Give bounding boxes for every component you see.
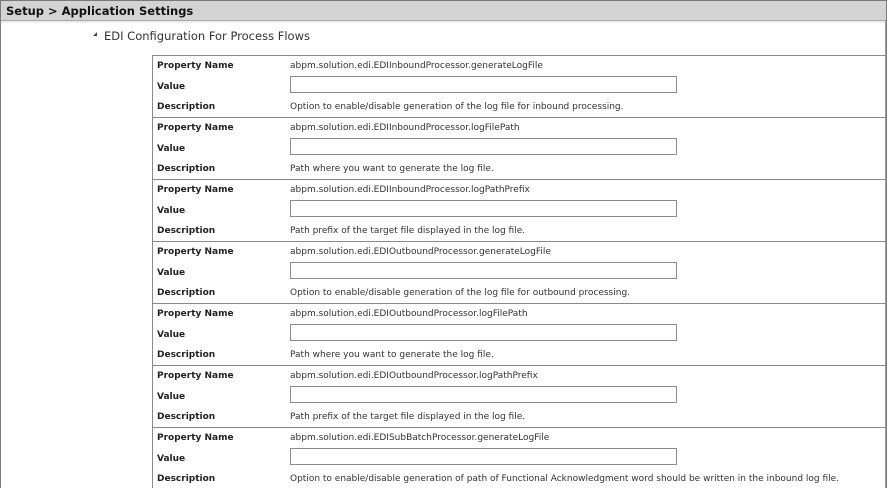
property-block — [153, 303, 886, 365]
property-table — [152, 55, 887, 488]
description-text: Option to enable/disable generation of the log file for inbound processing. — [290, 102, 624, 112]
value-label: Value — [157, 330, 186, 340]
breadcrumb: Setup > Application Settings — [6, 4, 194, 18]
description-text: Option to enable/disable generation of the log file for outbound processing. — [290, 288, 631, 298]
settings-content — [1, 21, 886, 488]
property-name-label: Property Name — [157, 123, 234, 133]
value-label: Value — [157, 82, 186, 92]
property-name-label: Property Name — [157, 309, 234, 319]
property-name-value: abpm.solution.edi.EDIOutboundProcessor.generateLogFile — [290, 247, 551, 257]
property-name-value: abpm.solution.edi.EDISubBatchProcessor.generateLogFile — [290, 433, 550, 443]
description-label: Description — [157, 226, 216, 236]
value-label: Value — [157, 454, 186, 464]
description-label: Description — [157, 474, 216, 484]
value-input[interactable] — [290, 262, 677, 279]
property-name-value: abpm.solution.edi.EDIInboundProcessor.logFilePath — [290, 123, 520, 133]
description-label: Description — [157, 288, 216, 298]
property-name-value: abpm.solution.edi.EDIOutboundProcessor.logPathPrefix — [290, 371, 538, 381]
value-input[interactable] — [290, 386, 677, 403]
value-label: Value — [157, 206, 186, 216]
collapse-triangle-icon[interactable] — [93, 32, 97, 36]
value-label: Value — [157, 392, 186, 402]
description-label: Description — [157, 412, 216, 422]
property-block — [153, 55, 886, 117]
page-header — [1, 1, 886, 21]
property-block — [153, 365, 886, 427]
property-name-label: Property Name — [157, 371, 234, 381]
property-name-label: Property Name — [157, 433, 234, 443]
description-text: Path prefix of the target file displayed in the log file. — [290, 412, 526, 422]
value-label: Value — [157, 268, 186, 278]
property-name-label: Property Name — [157, 61, 234, 71]
section-divider — [1, 21, 885, 23]
description-label: Description — [157, 350, 216, 360]
property-block — [153, 117, 886, 179]
property-name-label: Property Name — [157, 185, 234, 195]
value-input[interactable] — [290, 448, 677, 465]
value-label: Value — [157, 144, 186, 154]
description-label: Description — [157, 164, 216, 174]
property-name-value: abpm.solution.edi.EDIInboundProcessor.logPathPrefix — [290, 185, 530, 195]
property-name-value: abpm.solution.edi.EDIInboundProcessor.generateLogFile — [290, 61, 543, 71]
value-input[interactable] — [290, 200, 677, 217]
value-input[interactable] — [290, 76, 677, 93]
property-block — [153, 427, 886, 488]
property-block — [153, 179, 886, 241]
value-input[interactable] — [290, 324, 677, 341]
description-text: Path where you want to generate the log file. — [290, 164, 494, 174]
property-name-value: abpm.solution.edi.EDIOutboundProcessor.logFilePath — [290, 309, 528, 319]
property-block — [153, 241, 886, 303]
description-text: Option to enable/disable generation of path of Functional Acknowledgment word should be written in the inbound log file. — [290, 474, 840, 484]
value-input[interactable] — [290, 138, 677, 155]
section-title[interactable]: EDI Configuration For Process Flows — [104, 29, 310, 43]
property-name-label: Property Name — [157, 247, 234, 257]
description-text: Path prefix of the target file displayed in the log file. — [290, 226, 526, 236]
description-label: Description — [157, 102, 216, 112]
description-text: Path where you want to generate the log file. — [290, 350, 494, 360]
